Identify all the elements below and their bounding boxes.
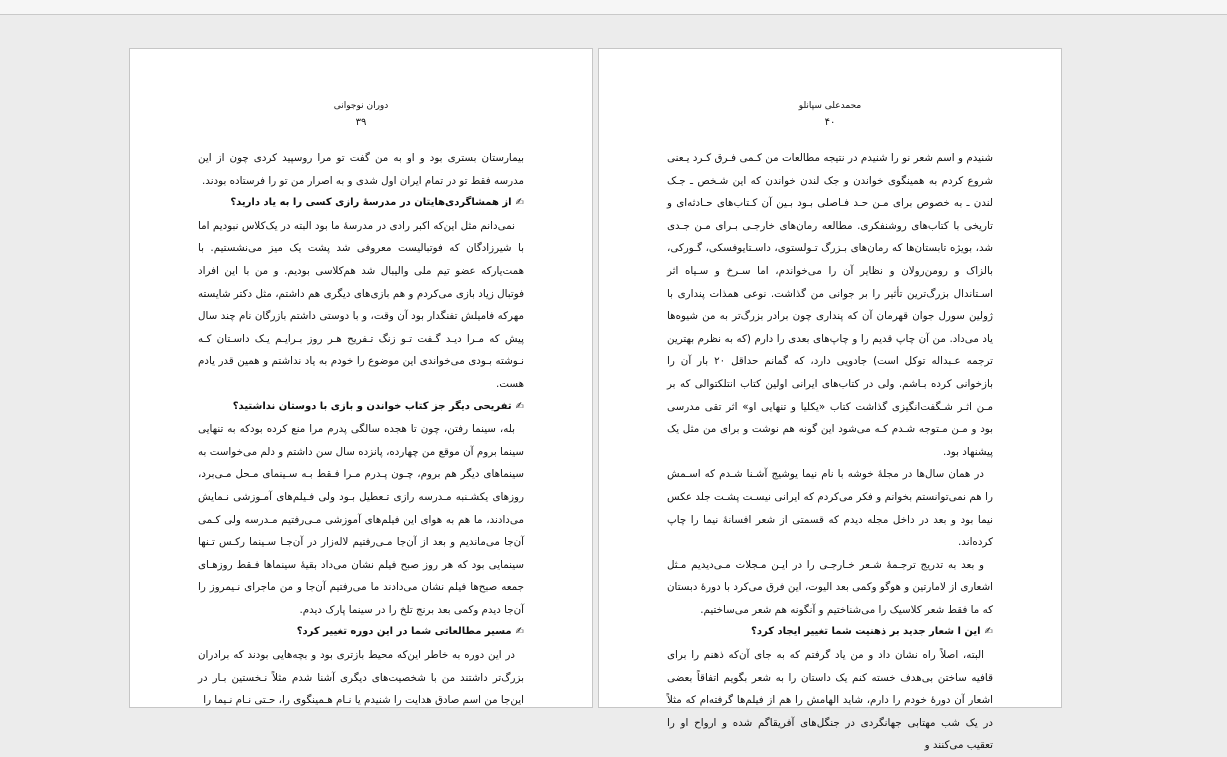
- book-page-right: [598, 48, 1062, 752]
- running-header-title: محمدعلی سپانلو: [798, 101, 862, 111]
- page-body: [667, 147, 993, 757]
- running-header-title: دوران نوجوانی: [333, 101, 389, 111]
- question-text: از همشاگردی‌هایتان در مدرسهٔ رازی کسی را به یاد دارید؟: [230, 197, 512, 209]
- pencil-hand-icon: ✍: [515, 626, 524, 638]
- pencil-hand-icon: ✍: [515, 400, 524, 412]
- pencil-hand-icon: ✍: [984, 626, 993, 638]
- viewer-toolbar: [0, 0, 1227, 15]
- question-text: این ا شعار جدید بر ذهنیت شما تغییر ایجاد کرد؟: [751, 626, 981, 638]
- question-text: مسیر مطالعاتی شما در این دوره تغییر کرد؟: [296, 626, 512, 638]
- body-paragraph: البته، اصلاً راه نشان داد و من یاد گرفتم که به جای آن‌که ذهنم را برای قافیه ساختن بی‌هدف خسته کنم یک داستان را به شعر بگویم اتفاقاً بعضی اشعار آن دورهٔ خودم را دارم، شاید الهامش را هم از فیلم‌ها گرفته‌ام که مثلاً در یک شب مهتابی جهانگردی در جنگل‌های آفریقاگم شده و ارواح او را تعقیب می‌کنند و: [667, 649, 993, 752]
- interview-question: [198, 192, 524, 215]
- interview-question: [667, 621, 993, 644]
- page-number: ۴۰: [824, 117, 836, 128]
- body-paragraph: بیمارستان بستری بود و او به من گفت تو مرا روسپید کردی چون از این مدرسه فقط تو در تمام ایران اول شدی و به اصرار من تو را فرستاده بودند.: [198, 152, 524, 187]
- interview-question: [198, 396, 524, 419]
- book-page-left: [129, 48, 593, 708]
- interview-question: [198, 621, 524, 644]
- question-text: تفریحی دیگر جز کتاب خواندن و بازی با دوستان نداشتید؟: [232, 400, 512, 412]
- body-paragraph: نمی‌دانم مثل این‌که اکبر رادی در مدرسهٔ ما بود البته در یک‌کلاس نبودیم اما با شیرزادگان که فوتبالیست معروفی شد پشت یک میز می‌نشستیم. با همت‌یارکه عضو تیم ملی والیبال شد هم‌کلاسی بودیم. و من با این افراد فوتبال زیاد بازی می‌کردم و هم بازی‌های دیگری هم داشتم، مثل دکتر شایسته مهرکه فامیلش تفنگدار بود آن وقت، و با دوستی داشتم بازرگان نام چند سال پیش که مـرا دیـد گـفت تـو زنگ تـفریح هـر روز بـرایـم یـک داسـتان کـه نـوشته بـودی می‌خواندی این موضوع را خودم به یاد نداشتم و همین قدر یادم هست.: [198, 219, 524, 390]
- body-paragraph: و بعد به تدریج ترجـمهٔ شـعر خـارجـی را در ایـن مـجلات مـی‌دیدیم مـثل اشعاری از لامارتین و هوگو وکمی بعد الیوت، این فرق می‌کرد با دورهٔ دبستان که ما فقط شعر کلاسیک را می‌شناختیم و آنگونه هم شعر می‌ساختیم.: [667, 558, 993, 616]
- body-paragraph: بله، سینما رفتن، چون تا هجده سالگی پدرم مرا منع کرده بودکه به تنهایی سینما بروم آن موقع من چهارده، پانزده سال سن داشتم و دلم می‌خواست به سینماهای دیگر هم بروم، چـون پـدرم مـرا فـقط بـه سـینمای مـحل مـی‌برد، روزهای یکشـنبه مـدرسه رازی تـعطیل بـود ولی فـیلم‌های آمـوزشی نـمایش می‌دادند، ما هم به هوای این فیلم‌های آموزشی مـی‌رفتیم مـدرسه ولی کـمی آن‌جا می‌ماندیم و بعد از آن‌جا مـی‌رفتیم لاله‌زار در آن‌جـا سـینما رکـس تـنها سینمایی بود که هر روز صبح فیلم نشان می‌داد بقیهٔ سینماها فـقط روزهـای جمعه صبح‌ها فیلم نشان می‌دادند ما می‌رفتیم آن‌جا و من ماجرای نـیمروز را آن‌جا دیدم وکمی بعد برنج تلخ را در سینما پارک دیدم.: [198, 423, 524, 616]
- pencil-hand-icon: ✍: [515, 197, 524, 209]
- page-number: ۳۹: [355, 117, 367, 128]
- body-paragraph: در این دوره به خاطر این‌که محیط بازتری بود و بچه‌هایی بودند که برادران بزرگ‌تر داشتند من با شخصیت‌های دیگری آشنا شدم مثلاً نـخستین بـار در این‌جا من اسم صادق هدایت را شنیدم یا نـام هـمینگوی را، حـتی نـام نـیما را: [198, 649, 524, 707]
- page-body: [198, 147, 524, 712]
- body-paragraph: شنیدم و اسم شعر نو را شنیدم در نتیجه مطالعات من کـمی فـرق کـرد یـعنی شروع کردم به همینگوی خواندن و جک لندن خواندن که این شـخص ـ جـک لندن ـ به خصوص برای مـن حـد فـاصلی بـود بـین آن کـتاب‌های حـادثه‌ای و تاریخی با کتاب‌های روشنفکری. مطالعه رمان‌های خارجـی بـرای مـن جـدی شد، بویژه تابستان‌ها که رمان‌های بـزرگ تـولستوی، داسـتایوفسکی، گـورکی، بالزاک و رومن‌رولان و نظایر آن را می‌خواندم، اما سـرخ و سـیاه اثر اسـتاندال بزرگ‌ترین تأثیر را بر جوانی من گذاشت. نوعی همذات پنداری با ژولین سورل جوان قهرمان آن که پنداری چون برادر بزرگ‌تر به من شیوه‌ها یاد می‌داد. من آن چاپ قدیم را و چاپ‌های بعدی را دارم (که به نظرم بهترین ترجمه عـبداله توکل است) جادویی دارد، که گمانم حداقل ۲۰ بار آن را بازخوانی کرده بـاشم. ولی در کتاب‌های ایرانی اولین کتاب انتلکتوالی که بر مـن اثـر شـگفت‌انگیزی گذاشت کتاب «یکلیا و تنهایی او» اثر تقی مدرسی بود و مـن مـتوجه شـدم کـه می‌شود این گونه هم نوشت و برای من مثل یک پیشنهاد بود.: [667, 152, 993, 458]
- body-paragraph: در همان سال‌ها در مجلهٔ خوشه با نام نیما یوشیج آشـنا شـدم که اسـمش را هم نمی‌توانستم بخوانم و فکر می‌کردم که ایرانی نیسـت پشـت جلد عکس نیما بود و بعد در داخل مجله دیدم که قسمتی از شعر افسانهٔ نیما را چاپ کرده‌اند.: [667, 468, 993, 549]
